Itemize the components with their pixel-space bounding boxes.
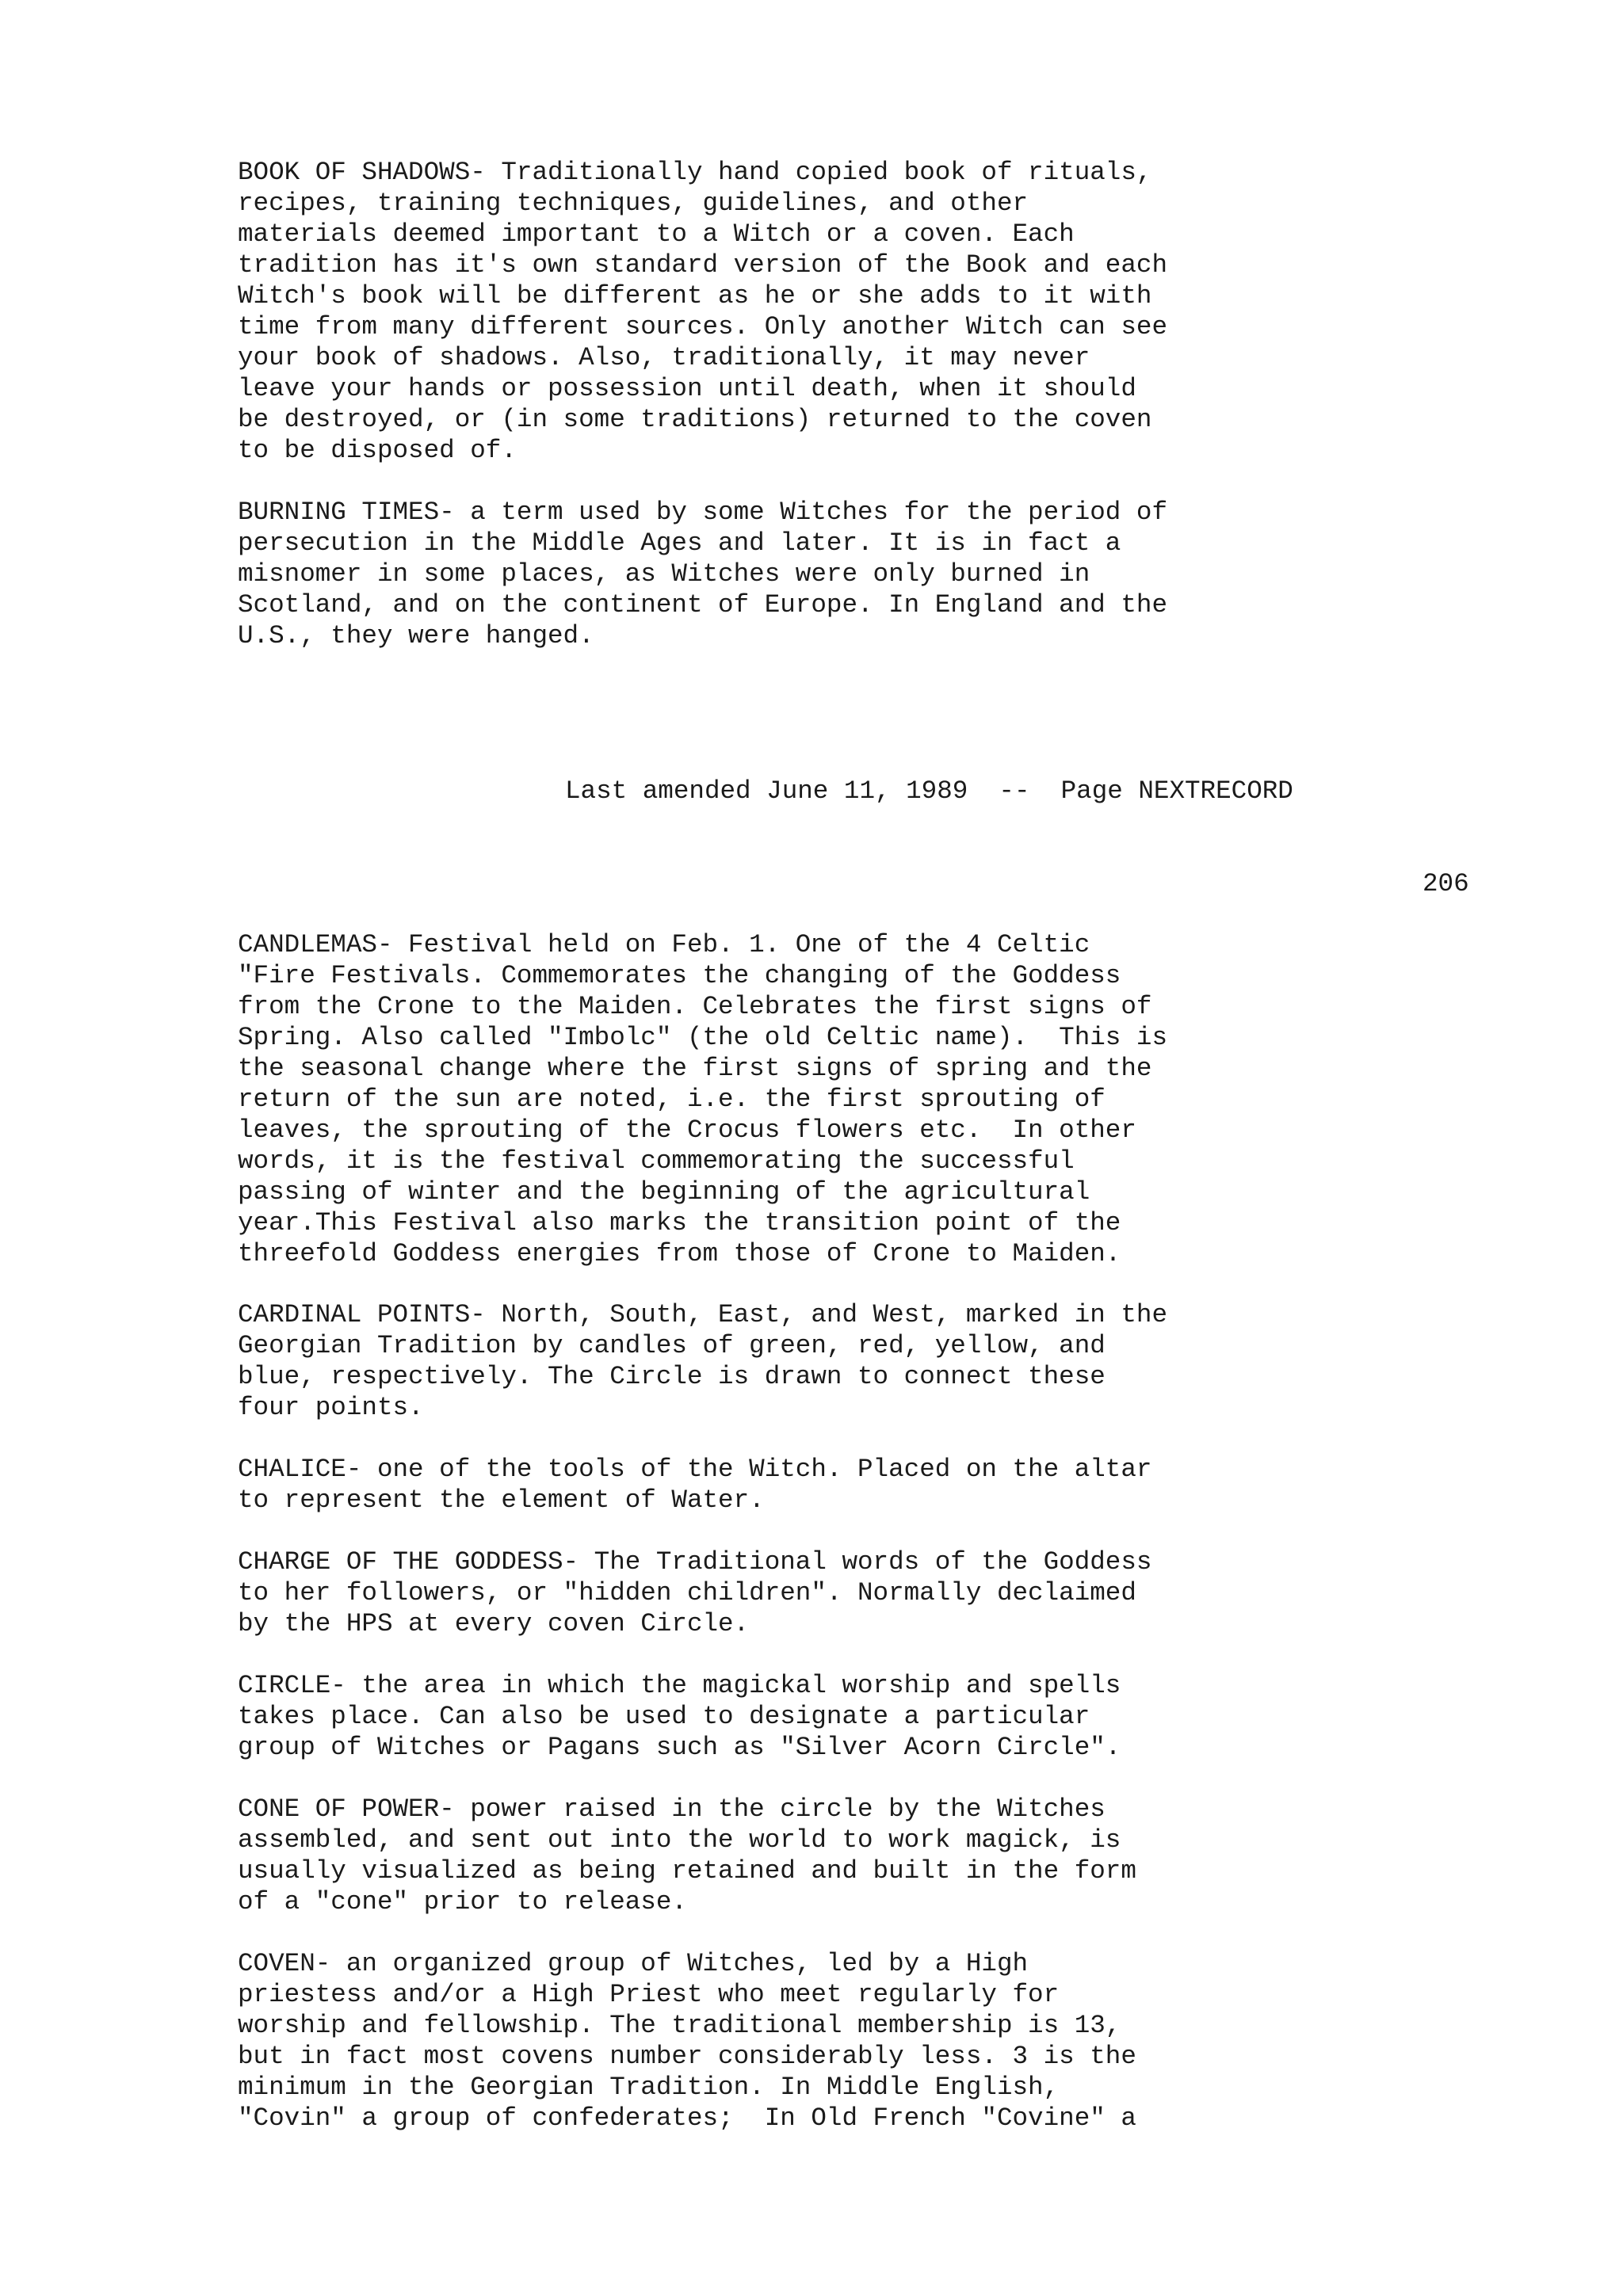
entry-book-of-shadows: BOOK OF SHADOWS- Traditionally hand copied book of rituals, recipes, training techniques, guidelines, and other materials deemed important to a Witch or a coven. Each tradition has it's own standard version of the Book and each Witch's book will be different as he or she adds to it with time from many different sources. Only another Witch can see your book of shadows. Also, traditionally, it may never leave your hands or possession until death, when it should be destroyed, or (in some traditions) returned to the coven to be disposed of.	[238, 158, 1168, 465]
entry-candlemas: CANDLEMAS- Festival held on Feb. 1. One of the 4 Celtic "Fire Festivals. Commemorates the changing of the Goddess from the Crone to the Maiden. Celebrates the first signs of Spring. Also called "Imbolc" (the old Celtic name). This is the seasonal change where the first signs of spring and the return of the sun are noted, i.e. the first sprouting of leaves, the sprouting of the Crocus flowers etc. In other words, it is the festival commemorating the successful passing of winter and the beginning of the agricultural year.This Festival also marks the transition point of the threefold Goddess energies from those of Crone to Maiden.	[238, 930, 1168, 1268]
page-number: 206	[1423, 869, 1469, 898]
page-footer: Last amended June 11, 1989 -- Page NEXTRECORD	[565, 776, 1293, 806]
entry-chalice: CHALICE- one of the tools of the Witch. Placed on the altar to represent the element of Water.	[238, 1455, 1152, 1515]
entry-cardinal-points: CARDINAL POINTS- North, South, East, and West, marked in the Georgian Tradition by candles of green, red, yellow, and blue, respectively. The Circle is drawn to connect these four points.	[238, 1300, 1168, 1422]
entry-coven: COVEN- an organized group of Witches, led by a High priestess and/or a High Priest who meet regularly for worship and fellowship. The traditional membership is 13, but in fact most covens number considerably less. 3 is the minimum in the Georgian Tradition. In Middle English, "Covin" a group of confederates; In Old French "Covine" a	[238, 1949, 1136, 2133]
entry-cone-of-power: CONE OF POWER- power raised in the circle by the Witches assembled, and sent out into the world to work magick, is usually visualized as being retained and built in the form of a "cone" prior to release.	[238, 1794, 1136, 1917]
entry-charge-of-the-goddess: CHARGE OF THE GODDESS- The Traditional words of the Goddess to her followers, or "hidden children". Normally declaimed by the HPS at every coven Circle.	[238, 1547, 1152, 1638]
entry-circle: CIRCLE- the area in which the magickal worship and spells takes place. Can also be used to designate a particular group of Witches or Pagans such as "Silver Acorn Circle".	[238, 1671, 1121, 1762]
entry-burning-times: BURNING TIMES- a term used by some Witches for the period of persecution in the Middle Ages and later. It is in fact a misnomer in some places, as Witches were only burned in Scotland, and on the continent of Europe. In England and the U.S., they were hanged.	[238, 498, 1168, 650]
